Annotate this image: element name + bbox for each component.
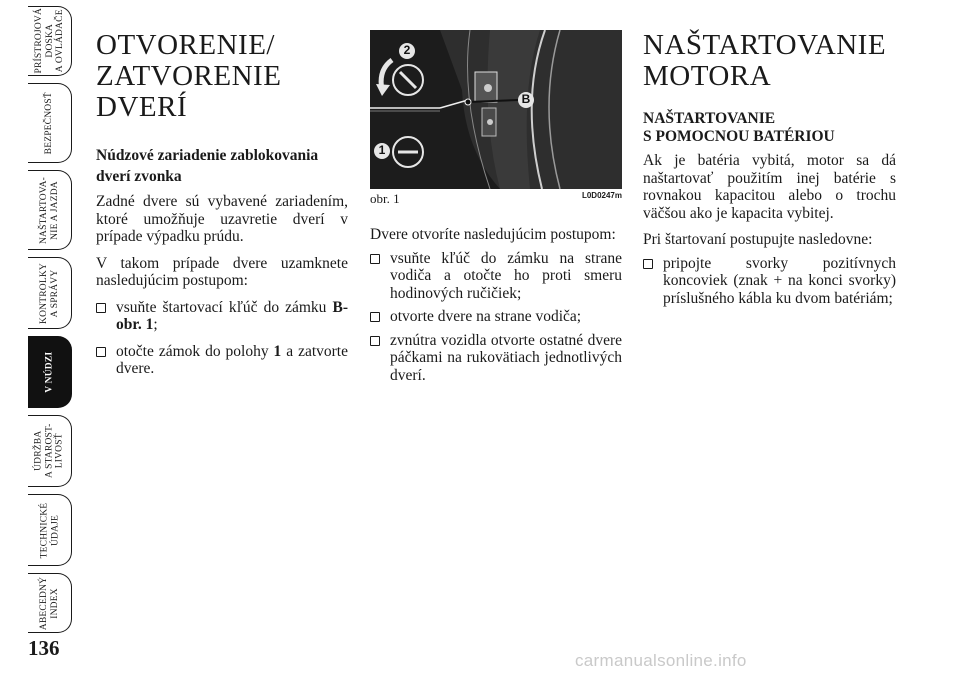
section-title: NAŠTARTOVANIE MOTORA	[643, 29, 887, 92]
tab-technicke-udaje[interactable]	[28, 494, 72, 566]
tab-label: PRÍSTROJOVÁ DOSKA A OVLÁDAČE	[33, 8, 65, 74]
checkbox-bullet-icon	[643, 259, 653, 269]
checkbox-bullet-icon	[370, 336, 380, 346]
list-item: vsuňte štartovací kľúč do zámku B-obr. 1;	[96, 299, 348, 334]
figure-caption	[370, 191, 622, 207]
watermark: carmanualsonline.info	[575, 651, 747, 670]
paragraph: Zadné dvere sú vybavené zariadením, ktoré umožňuje uzavretie dverí v prípade výpadku prúdu.	[96, 193, 348, 245]
section-title: OTVORENIE/ ZATVORENIE DVERÍ	[96, 29, 282, 123]
column-left	[96, 30, 348, 378]
tab-kontrolky[interactable]	[28, 257, 72, 329]
figure-label-1: 1	[378, 143, 386, 157]
tab-label: TECHNICKÉ ÚDAJE	[39, 502, 60, 558]
list-item: vsuňte kľúč do zámku na strane vodiča a otočte ho proti smeru hodinových ručičiek;	[370, 250, 622, 303]
figure-label-b: B	[521, 92, 531, 106]
list-item: zvnútra vozidla otvorte ostatné dvere páčkami na rukovätiach jednotlivých dverí.	[370, 332, 622, 385]
tab-label: KONTROLKY A SPRÁVY	[39, 262, 60, 324]
list-item: otvorte dvere na strane vodiča;	[370, 308, 622, 326]
tab-v-nudzi[interactable]	[28, 336, 72, 408]
reference: B-obr. 1	[116, 298, 348, 333]
column-right	[643, 30, 896, 307]
paragraph: Dvere otvoríte nasledujúcim postupom:	[370, 226, 616, 243]
tab-label: ABECEDNÝ INDEX	[39, 576, 60, 630]
paragraph: V takom prípade dvere uzamknete nasledujúcim postupom:	[96, 254, 348, 289]
list-item: otočte zámok do polohy 1 a zatvorte dvere.	[96, 343, 348, 378]
reference: 1	[273, 342, 282, 360]
paragraph: Pri štartovaní postupujte nasledovne:	[643, 231, 873, 248]
checkbox-bullet-icon	[96, 303, 106, 313]
tab-label: BEZPEČNOSŤ	[44, 91, 55, 155]
tab-abecedny-index[interactable]	[28, 573, 72, 633]
paragraph: Ak je batéria vybitá, motor sa dá naštartovať použitím inej batérie s rovnakou kapacitou alebo o trochu väčšou ako je kapacita vybitej.	[643, 152, 896, 222]
checkbox-bullet-icon	[370, 254, 380, 264]
figure-code: L0D0247m	[581, 191, 622, 200]
tab-udrzba[interactable]	[28, 415, 72, 487]
page-number: 136	[28, 636, 60, 660]
checkbox-bullet-icon	[370, 312, 380, 322]
subheading: NAŠTARTOVANIE S POMOCNOU BATÉRIOU	[643, 110, 835, 145]
list-item: pripojte svorky pozitívnych koncoviek (znak + na konci svorky) príslušného kábla ku dvom batériám;	[643, 255, 896, 308]
figure-door-lock	[370, 30, 622, 189]
tab-label: V NÚDZI	[44, 351, 55, 393]
subheading: Núdzové zariadenie zablokovania dverí zvonka	[96, 147, 319, 185]
tab-bezpecnost[interactable]	[28, 83, 72, 163]
tab-label: NAŠTARTOVA- NIE A JAZDA	[39, 176, 60, 244]
checkbox-bullet-icon	[96, 347, 106, 357]
tab-pristrojova-doska[interactable]	[28, 6, 72, 76]
tab-nastartovanie[interactable]	[28, 170, 72, 250]
figure-label-2: 2	[403, 43, 411, 57]
column-middle	[370, 226, 622, 384]
tab-label: ÚDRŽBA A STAROST- LIVOSŤ	[33, 423, 65, 479]
caption-label: obr. 1	[370, 191, 400, 206]
